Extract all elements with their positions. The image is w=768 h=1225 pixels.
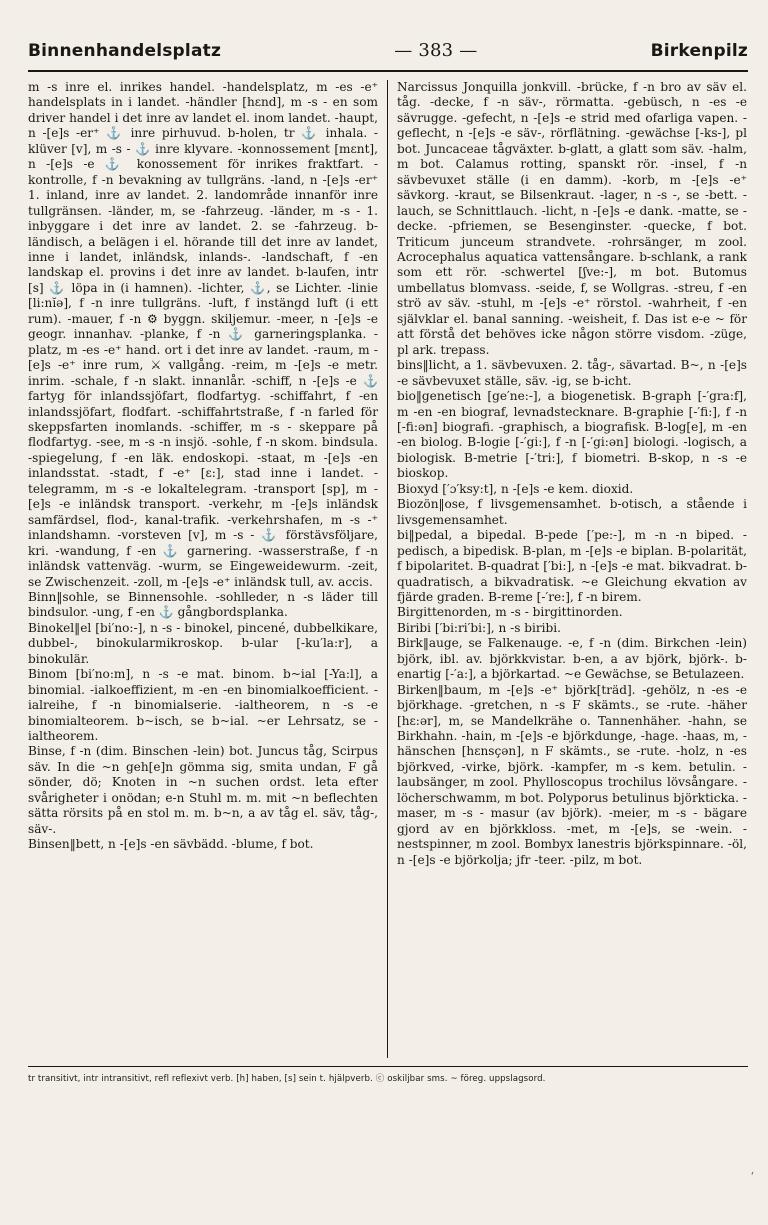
dictionary-entry: Biribi [′bi:ri′bi:], n -s biribi. [397,620,561,635]
dictionary-entry: Binom [bi′no:m], n -s -e mat. binom. b~ial [-Ya:l], a binomial. -ialkoeffizient, m -en -en binomialkoefficient. -ialreihe, f -n binomialserie. -ialtheorem, n -s -e binomialteorem. b~isch, se b~ial. ~er Lehrsatz, se -ialtheorem. [28,667,378,744]
dictionary-entry: Biozön‖ose, f livsgemensamhet. b-otisch, a stående i livsgemensamhet. [397,497,747,527]
footer-rule [28,1066,748,1067]
right-guideword: Birkenpilz [650,41,748,61]
dictionary-entry: Narcissus Jonquilla jonkvill. -brücke, f -n bro av säv el. tåg. -decke, f -n säv-, rörmatta. -gebüsch, n -es -e sävrugge. -gefecht, n -[e]s -e strid med ofarliga vapen. -geflecht, n -[e]s -e säv-, rörflätning. -gewächse [-ks-], pl bot. Juncaceae tågväxter. b-glatt, a glatt som säv. -halm, m bot. Calamus rotting, spanskt rör. -insel, f -n sävbevuxet ställe (i en damm). -korb, m -[e]s -e⁺ sävkorg. -kraut, se Bilsenkraut. -lager, n -s -, se -bett. -lauch, se Schnittlauch. -licht, n -[e]s -e dank. -matte, se -decke. -pfriemen, se Besenginster. -quecke, f bot. Triticum junceum strandvete. -rohrsänger, m zool. Acrocephalus aquatica vattensångare. b-schlank, a rank som ett rör. -schwertel [ʃve:-], m bot. Butomus umbellatus blomvass. -seide, f, se Wollgras. -streu, f -en strö av säv. -stuhl, m -[e]s -e⁺ rörstol. -wahrheit, f -en självklar el. banal sanning. -weisheit, f. Das ist e-e ~ för att förstå det behöves icke någon större visdom. -züge, pl ark. trepass. [397,80,747,357]
dictionary-entry: Binsen‖bett, n -[e]s -en sävbädd. -blume, f bot. [28,837,314,852]
dictionary-entry: bio‖genetisch [ge′ne:-], a biogenetisk. B-graph [-′gra:f], m -en -en biograf, levnadstecknare. B-graphie [-′fi:], f -n [-fi:ən] biografi. -graphisch, a biografisk. B-log[e], m -en -en biolog. B-logie [-′gi:], f -n [-′gi:ən] biologi. -logisch, a biologisk. B-metrie [-′tri:], f biometri. B-skop, n -s -e bioskop. [397,389,747,481]
dictionary-page [28,40,748,1084]
dictionary-entry: Binokel‖el [bi′no:-], n -s - binokel, pincené, dubbelkikare, dubbel-, binokularmikroskop. b-ular [-ku′la:r], a binokulär. [28,620,378,666]
dictionary-entry: Binn‖sohle, se Binnensohle. -sohlleder, n -s läder till bindsulor. -ung, f -en ⚓ gångbordsplanka. [28,589,378,620]
page-number: — 383 — [394,40,478,61]
dictionary-entry: bins‖licht, a 1. sävbevuxen. 2. tåg-, sävartad. B~, n -[e]s -e sävbevuxet ställe, säv. -ig, se b-icht. [397,358,747,388]
dictionary-entry: m -s inre el. inrikes handel. -handelsplatz, m -es -e⁺ handelsplats in i landet. -händler [hɛnd], m -s - en som driver handel i det inre av landet el. inom landet. -haupt, n -[e]s -er⁺ ⚓ inre pirhuvud. b-holen, tr ⚓ inhala. -klüver [v], m -s - ⚓ inre klyvare. -konnossement [mɛnt], n -[e]s -e ⚓ konossement för inrikes fraktfart. -kontrolle, f -n bevakning av tullgräns. -land, n -[e]s -er⁺ 1. inland, inre av landet. 2. landområde innanför inre tullgränsen. -länder, m, se -fahrzeug. -länder, m -s - 1. inbyggare i det inre av landet. 2. se -fahrzeug. b-ländisch, a belägen i el. hörande till det inre av landet, inne i landet, inländsk, inlands-. -landschaft, f -en landskap el. provins i det inre av landet. b-laufen, intr [s] ⚓ löpa in (i hamnen). -lichter, ⚓, se Lichter. -linie [li:nĭə], f -n inre tullgräns. -luft, f instängd luft (i ett rum). -mauer, f -n ⚙ byggn. skiljemur. -meer, n -[e]s -e geogr. innanhav. -planke, f -n ⚓ garneringsplanka. -platz, m -es -e⁺ hand. ort i det inre av landet. -raum, m -[e]s -e⁺ inre rum, ⚔ vallgång. -reim, m -[e]s -e metr. inrim. -schale, f -n slakt. innanlår. -schiff, n -[e]s -e ⚓ fartyg för inlandssjöfart, flodfartyg. -schiffahrt, f -en inlandssjöfart, flodfart. -schiffahrtstraße, f -n farled för skeppsfarten inomlands. -schiffer, m -s - skeppare på flodfartyg. -see, m -s -n insjö. -sohle, f -n skom. bindsula. -spiegelung, f -en läk. endoskopi. -staat, m -[e]s -en inlandsstat. -stadt, f -e⁺ [ɛ:], stad inne i landet. -telegramm, m -s -e lokaltelegram. -transport [sp], m -[e]s -e inländsk transport. -verkehr, m -[e]s inländsk samfärdsel, flod-, kanal-trafik. -verkehrshafen, m -s -⁺ inlandshamn. -vorsteven [v], m -s - ⚓ förstävsföljare, kri. -wandung, f -en ⚓ garnering. -wasserstraße, f -n inländsk vattenväg. -wurm, se Eingeweidewurm. -zeit, se Zwischenzeit. -zoll, m -[e]s -e⁺ inländsk tull, av. accis. [28,80,378,589]
two-column-body [28,80,748,1062]
dictionary-entry: Birgittenorden, m -s - birgittinorden. [397,605,623,620]
dictionary-entry: bi‖pedal, a bipedal. B-pede [′pe:-], m -n -n biped. -pedisch, a bipedisk. B-plan, m -[e]s -e biplan. B-polarität, f bipolaritet. B-quadrat [′bi:], n -[e]s -e mat. bikvadrat. b-quadratisch, a bikvadratisk. ~e Gleichung ekvation av fjärde graden. B-reme [-′re:], f -n birem. [397,528,747,604]
dictionary-entry: Bioxyd [′ɔ′ksy:t], n -[e]s -e kem. dioxid. [397,481,634,496]
left-guideword: Binnenhandelsplatz [28,41,222,61]
running-header [28,40,748,66]
header-rule [28,70,748,72]
dictionary-entry: Birk‖auge, se Falkenauge. -e, f -n (dim. Birkchen -lein) björk, ibl. av. björkkvistar. b-en, a av björk, björk-. b-enartig [-′a:], a björkartad. ~e Gewächse, se Betulazeen. [397,636,747,682]
dictionary-entry: Birken‖baum, m -[e]s -e⁺ björk[träd]. -gehölz, n -es -e björkhage. -gretchen, n -s F skämts., se -rute. -häher [hɛ:ər], m, se Mandelkrähe o. Tannenhäher. -hahn, se Birkhahn. -hain, m -[e]s -e björkdunge, -hage. -haas, m, -hänschen [hɛnsçən], n F skämts., se -rute. -holz, n -es björkved, -virke, björk. -kampfer, m -s kem. betulin. -laubsänger, m zool. Phylloscopus trochilus lövsångare. -löcherschwamm, m bot. Polyporus betulinus björkticka. -maser, m -s - masur (av björk). -meier, m -s - bägare gjord av en björkkloss. -met, m -[e]s, se -wein. -nestspinner, m zool. Bombyx lanestris björkspinnare. -öl, n -[e]s -e björkolja; jfr -teer. -pilz, m bot. [397,682,747,867]
right-column [387,80,747,1062]
column-divider [387,80,388,1058]
left-column [28,80,387,1062]
corner-mark: ‘ [750,1170,754,1183]
dictionary-entry: Binse, f -n (dim. Binschen -lein) bot. Juncus tåg, Scirpus säv. In die ~n geh[e]n gömma sig, smita undan, F gå sönder, dö; Knoten in ~n suchen ordst. leta efter svårigheter i onödan; e-n Stuhl m. m. mit ~n beflechten sätta rörsits på en stol m. m. b~n, a av tåg el. säv, tåg-, säv-. [28,744,378,836]
abbreviation-legend: tr transitivt, intr intransitivt, refl reflexivt verb. [h] haben, [s] sein t. hjälpverb. ⓒ oskiljbar sms. ~ föreg. uppslagsord. [28,1074,546,1084]
